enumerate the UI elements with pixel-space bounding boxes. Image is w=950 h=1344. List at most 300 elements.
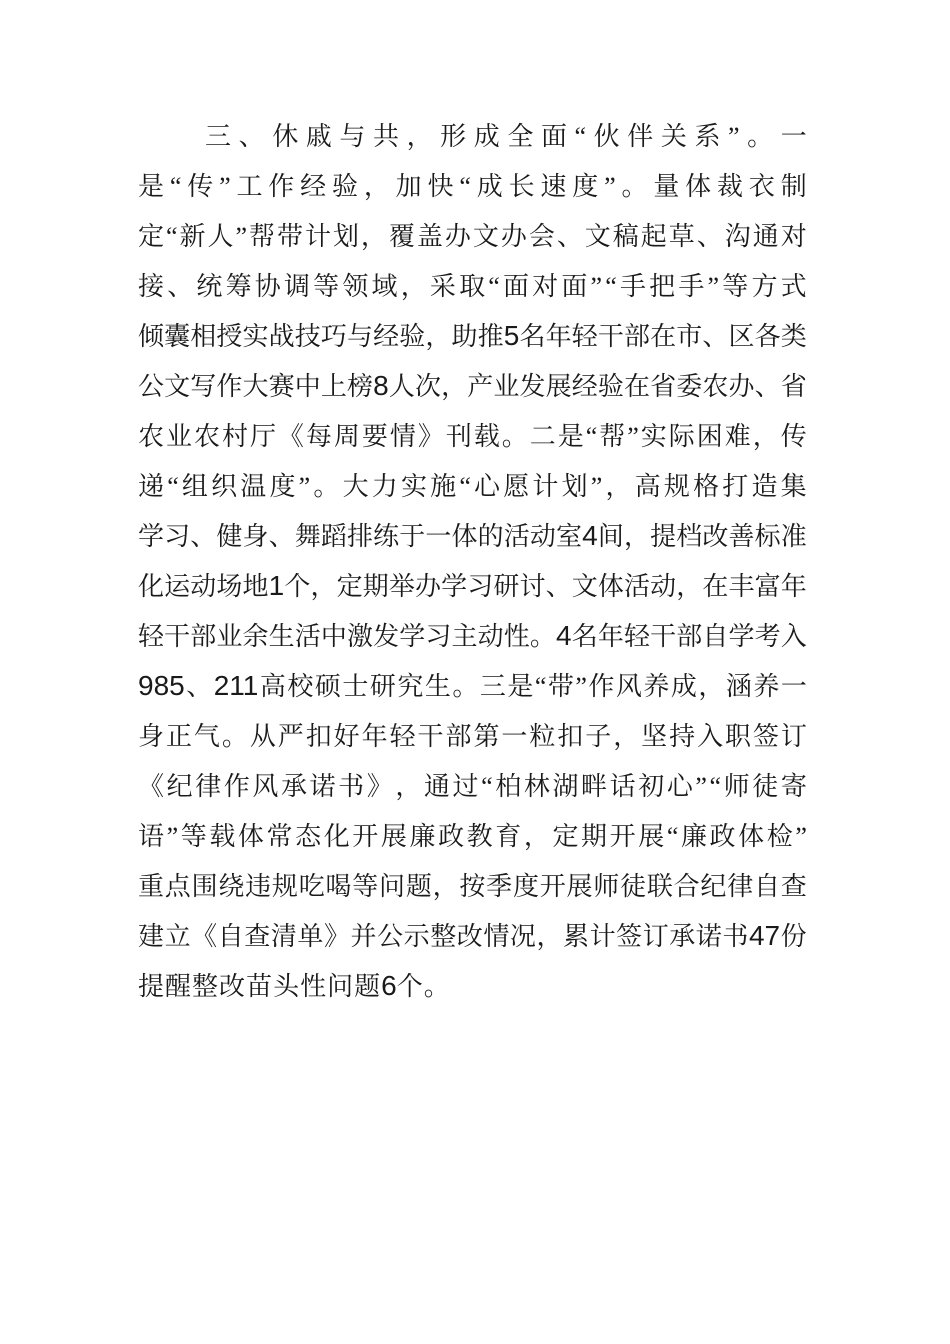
char-token: 醒	[165, 972, 193, 1001]
char-token: 激	[347, 622, 374, 651]
char-token: 技	[294, 322, 321, 351]
char-token: 业	[216, 622, 243, 651]
char-token: 面	[540, 122, 567, 151]
char-token: 文	[571, 572, 598, 601]
char-token: 富	[754, 572, 781, 601]
char-token: 年	[597, 622, 624, 651]
char-token: 查	[244, 922, 271, 951]
char-token: 运	[164, 572, 191, 601]
char-token: 违	[245, 872, 272, 901]
char-token: ”	[590, 472, 603, 501]
char-token: 。	[529, 622, 556, 651]
char-token: 究	[397, 672, 424, 701]
char-token: 廉	[680, 822, 707, 851]
char-token: 共	[372, 122, 399, 151]
char-token: 体	[685, 172, 712, 201]
char-token: 类	[780, 322, 807, 351]
char-token: 子	[585, 722, 612, 751]
char-token: 于	[399, 522, 426, 551]
char-token: 验	[331, 172, 358, 201]
char-token: 实	[640, 422, 667, 451]
char-token: 度	[512, 872, 539, 901]
char-token: 习	[467, 572, 494, 601]
char-token: 盖	[416, 222, 443, 251]
char-token: 、	[754, 372, 781, 401]
char-token: 性	[300, 972, 328, 1001]
char-token: ，	[441, 372, 468, 401]
char-token: 廉	[409, 822, 436, 851]
char-token: 温	[240, 472, 267, 501]
text-line-13	[138, 716, 807, 766]
char-token: 排	[347, 522, 374, 551]
char-token: 徒	[620, 872, 647, 901]
char-token: 讨	[519, 572, 546, 601]
char-token: 村	[221, 422, 248, 451]
char-token: 上	[320, 372, 347, 401]
char-token: 话	[609, 772, 636, 801]
char-token: 丰	[728, 572, 755, 601]
char-token: 重	[138, 872, 165, 901]
char-token: 、	[190, 522, 217, 551]
char-token: 教	[466, 822, 493, 851]
char-token: 学	[399, 622, 426, 651]
char-token: ”	[695, 772, 707, 801]
char-token: 整	[430, 922, 457, 951]
char-token: 承	[669, 922, 696, 951]
char-token: 轻	[389, 722, 416, 751]
char-token: 况	[509, 922, 536, 951]
char-token: 书	[338, 772, 365, 801]
char-token: 期	[362, 572, 389, 601]
text-line-15	[138, 816, 807, 866]
char-token: 一	[780, 122, 807, 151]
char-token: 递	[138, 472, 165, 501]
char-token: 扣	[557, 722, 584, 751]
char-token: 自	[217, 922, 244, 951]
char-token: 产	[467, 372, 494, 401]
char-token: “	[534, 672, 547, 701]
char-token: 文	[472, 222, 499, 251]
char-token: 制	[780, 172, 807, 201]
char-token: 活	[294, 622, 321, 651]
char-token: “	[666, 822, 679, 851]
char-token: 委	[676, 372, 703, 401]
char-token: 入	[697, 722, 724, 751]
text-line-4	[138, 266, 807, 316]
char-token: 名	[571, 622, 598, 651]
char-token: 化	[138, 572, 165, 601]
char-token: 问	[327, 972, 355, 1001]
char-token: 扣	[305, 722, 332, 751]
char-token: 示	[403, 922, 430, 951]
char-token: 经	[373, 322, 400, 351]
char-token: “	[481, 772, 493, 801]
char-token: 协	[254, 272, 281, 301]
char-token: 蹈	[320, 522, 347, 551]
text-line-17	[138, 916, 807, 966]
char-token: 快	[427, 172, 454, 201]
char-token: 学	[441, 572, 468, 601]
text-line-3	[138, 216, 807, 266]
char-token: ”	[627, 422, 639, 451]
char-token: 初	[638, 772, 665, 801]
number-token: 4	[582, 520, 598, 551]
char-token: 省	[780, 372, 807, 401]
char-token: 取	[459, 272, 486, 301]
char-token: 开	[609, 822, 636, 851]
char-token: 度	[572, 172, 599, 201]
char-token: 伙	[593, 122, 620, 151]
char-token: ”	[590, 272, 603, 301]
char-token: 苗	[246, 972, 274, 1001]
char-token: 面	[502, 272, 529, 301]
char-token: ，	[752, 422, 779, 451]
char-token: 相	[190, 322, 217, 351]
number-token: 8	[373, 370, 389, 401]
char-token: 订	[780, 722, 807, 751]
char-token: ”	[298, 472, 311, 501]
char-token: 绕	[218, 872, 245, 901]
char-token: 验	[597, 372, 624, 401]
char-token: 速	[540, 172, 567, 201]
char-token: 喝	[325, 872, 352, 901]
char-token: 把	[649, 272, 676, 301]
text-line-1	[138, 116, 807, 166]
char-token: 举	[388, 572, 415, 601]
char-token: 成	[670, 672, 697, 701]
char-token: 作	[268, 172, 295, 201]
number-token: 211	[213, 670, 259, 701]
char-token: 体	[597, 572, 624, 601]
char-token: “	[169, 172, 182, 201]
char-token: 过	[452, 772, 479, 801]
char-token: 养	[643, 672, 670, 701]
char-token: 在	[702, 572, 729, 601]
char-token: 个	[396, 972, 424, 1001]
text-line-7	[138, 416, 807, 466]
char-token: ”	[166, 822, 179, 851]
char-token: 稿	[612, 222, 639, 251]
char-token: “	[605, 272, 617, 301]
char-token: 领	[342, 272, 369, 301]
char-token: 巧	[320, 322, 347, 351]
char-token: 。	[313, 472, 340, 501]
char-token: 、	[545, 572, 572, 601]
char-token: 诺	[695, 922, 722, 951]
char-token: ，	[363, 172, 390, 201]
char-token: 研	[369, 672, 396, 701]
char-token: 调	[283, 272, 310, 301]
char-token: 间	[597, 522, 624, 551]
char-token: 加	[395, 172, 422, 201]
char-token: 部	[190, 622, 217, 651]
char-token: 赛	[268, 372, 295, 401]
char-token: 大	[342, 472, 369, 501]
char-token: 工	[236, 172, 263, 201]
char-token: 提	[650, 522, 677, 551]
char-token: ，	[400, 272, 427, 301]
char-token: 改	[702, 522, 729, 551]
char-token: 伴	[627, 122, 654, 151]
char-token: “	[709, 772, 722, 801]
char-token: 育	[495, 822, 522, 851]
char-token: 发	[519, 372, 546, 401]
char-token: 战	[268, 322, 295, 351]
char-token: 纪	[700, 872, 727, 901]
char-token: 展	[638, 822, 665, 851]
char-token: “	[459, 172, 471, 201]
char-token: “	[574, 122, 587, 151]
char-token: 轻	[623, 622, 650, 651]
char-token: 点	[164, 872, 191, 901]
char-token: 风	[615, 672, 642, 701]
char-token: 作	[223, 772, 250, 801]
char-token: 地	[242, 572, 269, 601]
char-token: 。	[621, 172, 648, 201]
char-token: 《	[138, 772, 165, 801]
char-token: 湖	[552, 772, 579, 801]
char-token: 季	[486, 872, 513, 901]
char-token: 名	[519, 322, 546, 351]
char-token: 题	[405, 872, 432, 901]
char-token: 自	[753, 872, 780, 901]
char-token: 《	[191, 922, 218, 951]
char-token: 等	[722, 272, 749, 301]
char-token: 计	[304, 222, 331, 251]
char-token: 单	[297, 922, 324, 951]
char-token: 全	[507, 122, 534, 151]
char-token: 活	[623, 572, 650, 601]
char-token: 职	[725, 722, 752, 751]
number-token: 4	[556, 620, 572, 651]
char-token: 生	[424, 672, 451, 701]
char-token: 实	[242, 322, 269, 351]
char-token: 接	[138, 272, 165, 301]
char-token: 常	[266, 822, 293, 851]
char-token: 大	[242, 372, 269, 401]
char-token: 新	[179, 222, 206, 251]
char-token: 自	[702, 622, 729, 651]
char-token: 持	[669, 722, 696, 751]
char-token: 集	[780, 472, 807, 501]
number-token: 985	[138, 670, 185, 701]
char-token: 推	[477, 322, 504, 351]
char-token: ”	[795, 822, 807, 851]
char-token: 。	[747, 122, 774, 151]
char-token: 好	[333, 722, 360, 751]
char-token: 难	[724, 422, 751, 451]
char-token: 按	[459, 872, 486, 901]
char-token: ”	[707, 272, 720, 301]
char-token: 经	[300, 172, 327, 201]
number-token: 5	[503, 320, 520, 351]
char-token: 开	[539, 872, 566, 901]
char-token: 办	[728, 372, 755, 401]
number-token: 1	[268, 570, 285, 601]
char-token: 轻	[571, 322, 598, 351]
char-token: 。	[501, 422, 528, 451]
char-token: 律	[727, 872, 754, 901]
char-token: 是	[557, 422, 584, 451]
char-token: 整	[192, 972, 220, 1001]
char-token: 动	[529, 522, 556, 551]
char-token: 《	[277, 422, 304, 451]
char-token: ，	[310, 572, 337, 601]
char-token: 带	[547, 672, 574, 701]
char-token: 的	[477, 522, 504, 551]
char-token: 并	[350, 922, 377, 951]
char-token: 与	[339, 122, 366, 151]
char-token: 力	[371, 472, 398, 501]
number-token: 6	[381, 970, 397, 1001]
char-token: 化	[323, 822, 350, 851]
char-token: 围	[191, 872, 218, 901]
char-token: 、	[696, 222, 723, 251]
char-token: 人	[207, 222, 234, 251]
char-token: 定	[552, 822, 579, 851]
char-token: ，	[536, 922, 563, 951]
char-token: 戚	[305, 122, 332, 151]
char-token: 刊	[445, 422, 472, 451]
char-token: ，	[613, 722, 640, 751]
char-token: 覆	[388, 222, 415, 251]
char-token: 式	[780, 272, 807, 301]
char-token: 部	[445, 722, 472, 751]
char-token: 实	[400, 472, 427, 501]
char-token: 提	[138, 972, 166, 1001]
char-token: 在	[650, 322, 677, 351]
char-token: 徒	[752, 772, 779, 801]
char-token: 中	[320, 622, 347, 651]
char-token: 展	[380, 822, 407, 851]
char-token: ，	[623, 522, 650, 551]
char-token: 倾	[138, 322, 165, 351]
char-token: 三	[479, 672, 506, 701]
char-token: 等	[313, 272, 340, 301]
char-token: 在	[623, 372, 650, 401]
char-token: 身	[138, 722, 165, 751]
char-token: 诺	[309, 772, 336, 801]
char-token: 计	[532, 472, 559, 501]
char-token: 练	[373, 522, 400, 551]
char-token: 干	[164, 622, 191, 651]
char-token: 人	[388, 372, 415, 401]
char-token: 年	[361, 722, 388, 751]
char-token: 定	[138, 222, 165, 251]
char-token: 师	[593, 872, 620, 901]
char-token: 轻	[138, 622, 165, 651]
char-token: 动	[650, 572, 677, 601]
char-token: 涵	[725, 672, 752, 701]
char-token: 检	[766, 822, 793, 851]
char-token: 与	[347, 322, 374, 351]
char-token: 厅	[249, 422, 276, 451]
char-token: 、	[702, 322, 729, 351]
char-token: 传	[780, 422, 807, 451]
char-token: ，	[698, 672, 725, 701]
char-token: 校	[287, 672, 314, 701]
char-token: 成	[476, 172, 503, 201]
char-token: 次	[414, 372, 441, 401]
char-token: 改	[219, 972, 247, 1001]
char-token: 动	[477, 622, 504, 651]
char-token: ，	[406, 122, 433, 151]
char-token: 。	[452, 672, 479, 701]
char-token: “	[165, 222, 178, 251]
char-token: 动	[190, 572, 217, 601]
char-token: 心	[666, 772, 693, 801]
char-token: 文	[584, 222, 611, 251]
char-token: ”	[728, 122, 740, 151]
char-token: ，	[432, 872, 459, 901]
text-line-14	[138, 766, 807, 816]
char-token: 语	[138, 822, 165, 851]
char-token: 士	[342, 672, 369, 701]
char-token: 风	[252, 772, 279, 801]
char-token: 打	[722, 472, 749, 501]
char-token: 办	[414, 572, 441, 601]
char-token: ，	[360, 222, 387, 251]
char-token: 授	[216, 322, 243, 351]
char-token: 困	[696, 422, 723, 451]
text-line-6	[138, 366, 807, 416]
char-token: 。	[221, 722, 248, 751]
char-token: 建	[138, 922, 165, 951]
char-token: 展	[566, 872, 593, 901]
char-token: 清	[270, 922, 297, 951]
char-token: 三	[205, 122, 232, 151]
char-token: 起	[640, 222, 667, 251]
char-token: 立	[164, 922, 191, 951]
char-token: 高	[259, 672, 286, 701]
char-token: 一	[780, 672, 807, 701]
char-token: ”	[575, 672, 587, 701]
char-token: 每	[305, 422, 332, 451]
char-token: 一	[501, 722, 528, 751]
char-token: ”	[604, 172, 616, 201]
char-token: “	[459, 472, 471, 501]
char-token: 柏	[495, 772, 522, 801]
char-token: 学	[728, 622, 755, 651]
char-token: 硕	[314, 672, 341, 701]
char-token: 组	[181, 472, 208, 501]
char-token: 验	[399, 322, 426, 351]
char-token: 帮	[599, 422, 626, 451]
char-token: 带	[276, 222, 303, 251]
char-token: 订	[642, 922, 669, 951]
char-token: 、	[186, 672, 213, 701]
text-line-16	[138, 866, 807, 916]
char-token: 手	[678, 272, 705, 301]
char-token: 长	[508, 172, 535, 201]
char-token: 、	[167, 272, 194, 301]
char-token: 载	[209, 822, 236, 851]
char-token: 发	[373, 622, 400, 651]
char-token: 省	[650, 372, 677, 401]
char-token: 律	[195, 772, 222, 801]
char-token: 手	[619, 272, 646, 301]
char-token: 健	[216, 522, 243, 551]
char-token: 度	[269, 472, 296, 501]
char-token: 》	[366, 772, 393, 801]
char-token: 累	[563, 922, 590, 951]
char-token: 采	[429, 272, 456, 301]
char-token: 承	[280, 772, 307, 801]
char-token: ”	[219, 172, 231, 201]
char-token: 助	[451, 322, 478, 351]
char-token: 各	[754, 322, 781, 351]
char-token: ，	[523, 822, 550, 851]
